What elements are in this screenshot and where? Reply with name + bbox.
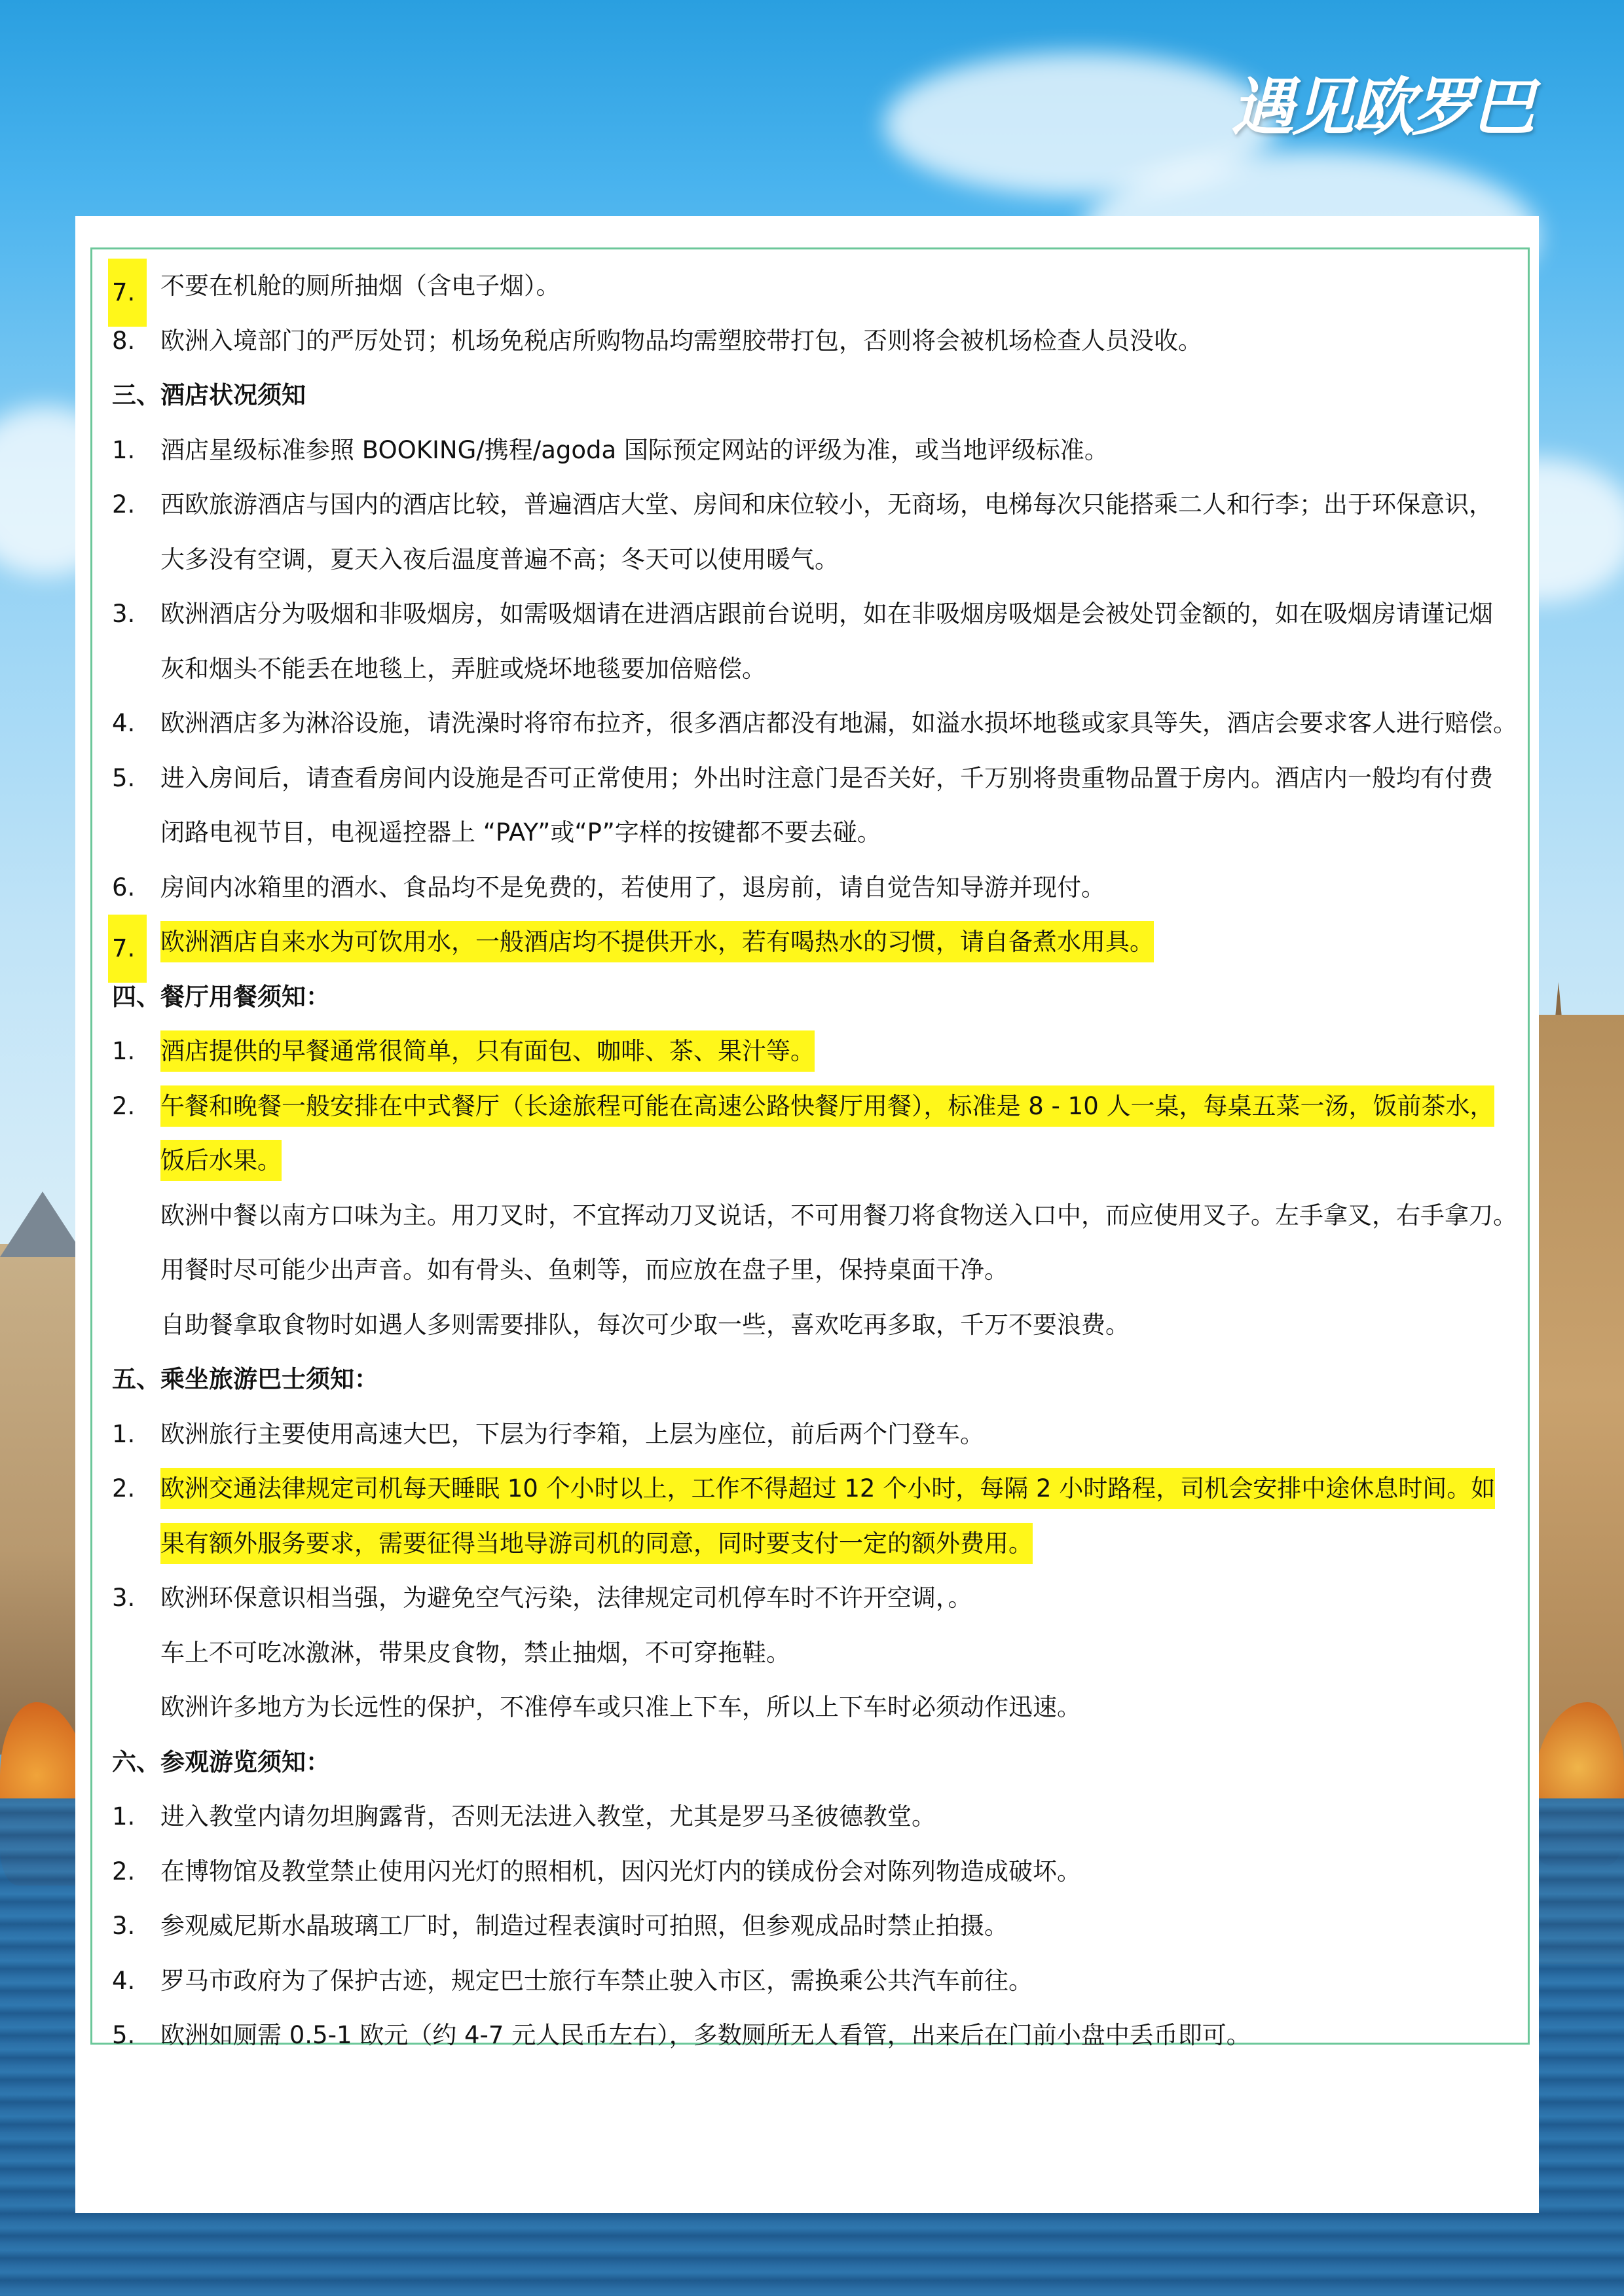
list-item — [110, 1461, 1511, 1516]
list-item — [110, 1407, 1511, 1462]
list-item — [110, 1789, 1511, 1844]
item-text-content: 闭路电视节目，电视遥控器上 “PAY”或“P”字样的按键都不要去碰。 — [160, 818, 881, 847]
item-text — [160, 1954, 1033, 2009]
item-text-content: 四、餐厅用餐须知： — [112, 982, 330, 1011]
item-text-content: 欧洲酒店分为吸烟和非吸烟房，如需吸烟请在进酒店跟前台说明，如在非吸烟房吸烟是会被处罚金额的，如在吸烟房请谨记烟 — [160, 600, 1493, 628]
list-item — [110, 1079, 1511, 1134]
item-text-content: 酒店星级标准参照 BOOKING/携程/agoda 国际预定网站的评级为准，或当地评级标准。 — [160, 435, 1109, 464]
list-item-continuation — [110, 532, 1511, 587]
list-item — [110, 1954, 1511, 2009]
item-number: 3. — [112, 1912, 136, 1940]
notice-list — [110, 259, 1517, 2063]
item-number: 3. — [112, 1584, 136, 1612]
item-text-content: 欧洲许多地方为长远性的保护，不准停车或只准上下车，所以上下车时必须动作迅速。 — [160, 1693, 1081, 1721]
item-text — [160, 915, 1154, 970]
list-item-continuation — [110, 1626, 1511, 1681]
item-text-content: 进入房间后，请查看房间内设施是否可正常使用；外出时注意门是否关好，千万别将贵重物品置于房内。酒店内一般均有付费 — [160, 763, 1493, 792]
heading-text — [112, 970, 330, 1025]
item-text — [160, 1243, 1008, 1298]
item-text — [160, 477, 1493, 532]
item-text — [160, 696, 1517, 751]
item-text — [160, 532, 839, 587]
item-text — [160, 1079, 1494, 1134]
item-number: 7. — [108, 259, 147, 327]
list-item — [110, 1571, 1511, 1626]
item-text-content: 参观威尼斯水晶玻璃工厂时，制造过程表演时可拍照，但参观成品时禁止拍摄。 — [160, 1912, 1008, 1940]
list-item-continuation — [110, 642, 1511, 697]
item-number: 5. — [112, 2021, 136, 2049]
item-text — [160, 1133, 282, 1188]
item-text — [160, 1626, 790, 1681]
list-item-continuation — [110, 1133, 1511, 1188]
item-number: 5. — [112, 763, 136, 792]
item-text — [160, 1899, 1008, 1954]
item-text-content: 欧洲如厕需 0.5-1 欧元（约 4-7 元人民币左右），多数厕所无人看管，出来后在门前小盘中丢币即可。 — [160, 2021, 1251, 2049]
list-item-continuation — [110, 1188, 1517, 1243]
item-text-content: 用餐时尽可能少出声音。如有骨头、鱼刺等，而应放在盘子里，保持桌面干净。 — [160, 1256, 1008, 1284]
item-text-content: 果有额外服务要求，需要征得当地导游司机的同意，同时要支付一定的额外费用。 — [160, 1523, 1033, 1564]
item-number: 6. — [112, 873, 136, 902]
item-text-content: 欧洲酒店自来水为可饮用水，一般酒店均不提供开水，若有喝热水的习惯，请自备煮水用具。 — [160, 921, 1154, 962]
section-heading — [110, 1735, 1511, 1790]
list-item — [110, 587, 1511, 642]
list-item — [110, 477, 1511, 532]
item-text-content: 进入教堂内请勿坦胸露背，否则无法进入教堂，尤其是罗马圣彼德教堂。 — [160, 1802, 936, 1831]
item-text — [160, 1298, 1130, 1353]
item-text-content: 欧洲旅行主要使用高速大巴，下层为行李箱，上层为座位，前后两个门登车。 — [160, 1419, 984, 1448]
item-text — [160, 1461, 1495, 1516]
item-text-content: 五、乘坐旅游巴士须知： — [112, 1365, 378, 1393]
section-heading — [110, 368, 1511, 423]
item-text — [160, 423, 1109, 478]
item-number: 4. — [112, 1966, 136, 1995]
item-text-content: 自助餐拿取食物时如遇人多则需要排队，每次可少取一些，喜欢吃再多取，千万不要浪费。 — [160, 1310, 1130, 1339]
list-item-continuation — [110, 1298, 1511, 1353]
item-text — [160, 259, 561, 314]
item-number: 1. — [112, 435, 136, 464]
item-text-content: 房间内冰箱里的酒水、食品均不是免费的，若使用了，退房前，请自觉告知导游并现付。 — [160, 873, 1105, 902]
item-text-content: 西欧旅游酒店与国内的酒店比较，普遍酒店大堂、房间和床位较小，无商场，电梯每次只能搭乘二人和行李；出于环保意识， — [160, 490, 1493, 519]
list-item — [110, 1024, 1511, 1079]
item-number: 1. — [112, 1419, 136, 1448]
item-text — [160, 1844, 1081, 1899]
item-text — [160, 642, 766, 697]
item-text — [160, 1516, 1033, 1571]
item-text-content: 三、酒店状况须知 — [112, 381, 306, 409]
item-text — [160, 1188, 1517, 1243]
item-text — [160, 1407, 984, 1462]
list-item — [110, 423, 1511, 478]
list-item — [110, 696, 1517, 751]
item-text — [160, 2008, 1251, 2063]
item-number: 2. — [112, 1474, 136, 1503]
list-item-continuation — [110, 805, 1511, 860]
list-item — [110, 860, 1511, 915]
item-text-content: 欧洲中餐以南方口味为主。用刀叉时，不宜挥动刀叉说话，不可用餐刀将食物送入口中，而应使用叉子。左手拿叉，右手拿刀。 — [160, 1201, 1517, 1230]
brand-logo: 遇见欧罗巴 — [1231, 70, 1532, 144]
item-text-content: 在博物馆及教堂禁止使用闪光灯的照相机，因闪光灯内的镁成份会对陈列物造成破坏。 — [160, 1857, 1081, 1886]
list-item — [110, 314, 1511, 369]
list-item — [110, 1844, 1511, 1899]
item-text — [160, 1571, 972, 1626]
item-text-content: 六、参观游览须知： — [112, 1747, 330, 1776]
item-text-content: 酒店提供的早餐通常很简单，只有面包、咖啡、茶、果汁等。 — [160, 1030, 815, 1072]
item-number: 8. — [112, 326, 136, 355]
list-item — [110, 751, 1511, 806]
item-text — [160, 860, 1105, 915]
item-number: 2. — [112, 490, 136, 519]
item-number: 7. — [108, 915, 147, 983]
item-text — [160, 1680, 1081, 1735]
item-number: 1. — [112, 1037, 136, 1065]
item-text-content: 欧洲入境部门的严厉处罚；机场免税店所购物品均需塑胶带打包，否则将会被机场检查人员没收。 — [160, 326, 1202, 355]
list-item — [110, 2008, 1511, 2063]
heading-text — [112, 368, 306, 423]
item-number: 2. — [112, 1091, 136, 1120]
list-item-continuation — [110, 1243, 1511, 1298]
item-text-content: 车上不可吃冰激淋，带果皮食物，禁止抽烟，不可穿拖鞋。 — [160, 1638, 790, 1667]
item-text — [160, 587, 1493, 642]
item-text-content: 灰和烟头不能丢在地毯上，弄脏或烧坏地毯要加倍赔偿。 — [160, 654, 766, 683]
item-text — [160, 1024, 815, 1079]
item-number: 2. — [112, 1857, 136, 1886]
list-item — [110, 1899, 1511, 1954]
item-text-content: 欧洲酒店多为淋浴设施，请洗澡时将帘布拉齐，很多酒店都没有地漏，如溢水损坏地毯或家具等失，酒店会要求客人进行赔偿。 — [160, 709, 1517, 737]
heading-text — [112, 1352, 378, 1407]
item-text-content: 大多没有空调，夏天入夜后温度普遍不高；冬天可以使用暖气。 — [160, 545, 839, 574]
list-item-continuation — [110, 1516, 1511, 1571]
heading-text — [112, 1735, 330, 1790]
item-text-content: 饭后水果。 — [160, 1140, 282, 1181]
item-number: 4. — [112, 709, 136, 737]
item-text-content: 罗马市政府为了保护古迹，规定巴士旅行车禁止驶入市区，需换乘公共汽车前往。 — [160, 1966, 1033, 1995]
item-text — [160, 314, 1202, 369]
item-text-content: 不要在机舱的厕所抽烟（含电子烟）。 — [160, 272, 561, 300]
section-heading — [110, 1352, 1511, 1407]
item-number: 1. — [112, 1802, 136, 1831]
list-item — [110, 915, 1511, 970]
list-item-continuation — [110, 1680, 1511, 1735]
list-item — [110, 259, 1511, 314]
item-number: 3. — [112, 600, 136, 628]
item-text-content: 欧洲交通法律规定司机每天睡眠 10 个小时以上，工作不得超过 12 个小时，每隔 2 小时路程，司机会安排中途休息时间。如 — [160, 1468, 1495, 1509]
item-text-content: 欧洲环保意识相当强，为避免空气污染，法律规定司机停车时不许开空调，。 — [160, 1584, 972, 1612]
section-heading — [110, 970, 1511, 1025]
item-text — [160, 751, 1493, 806]
item-text — [160, 805, 881, 860]
item-text-content: 午餐和晚餐一般安排在中式餐厅（长途旅程可能在高速公路快餐厅用餐），标准是 8 - 10 人一桌，每桌五菜一汤，饭前茶水， — [160, 1085, 1494, 1127]
item-text — [160, 1789, 936, 1844]
